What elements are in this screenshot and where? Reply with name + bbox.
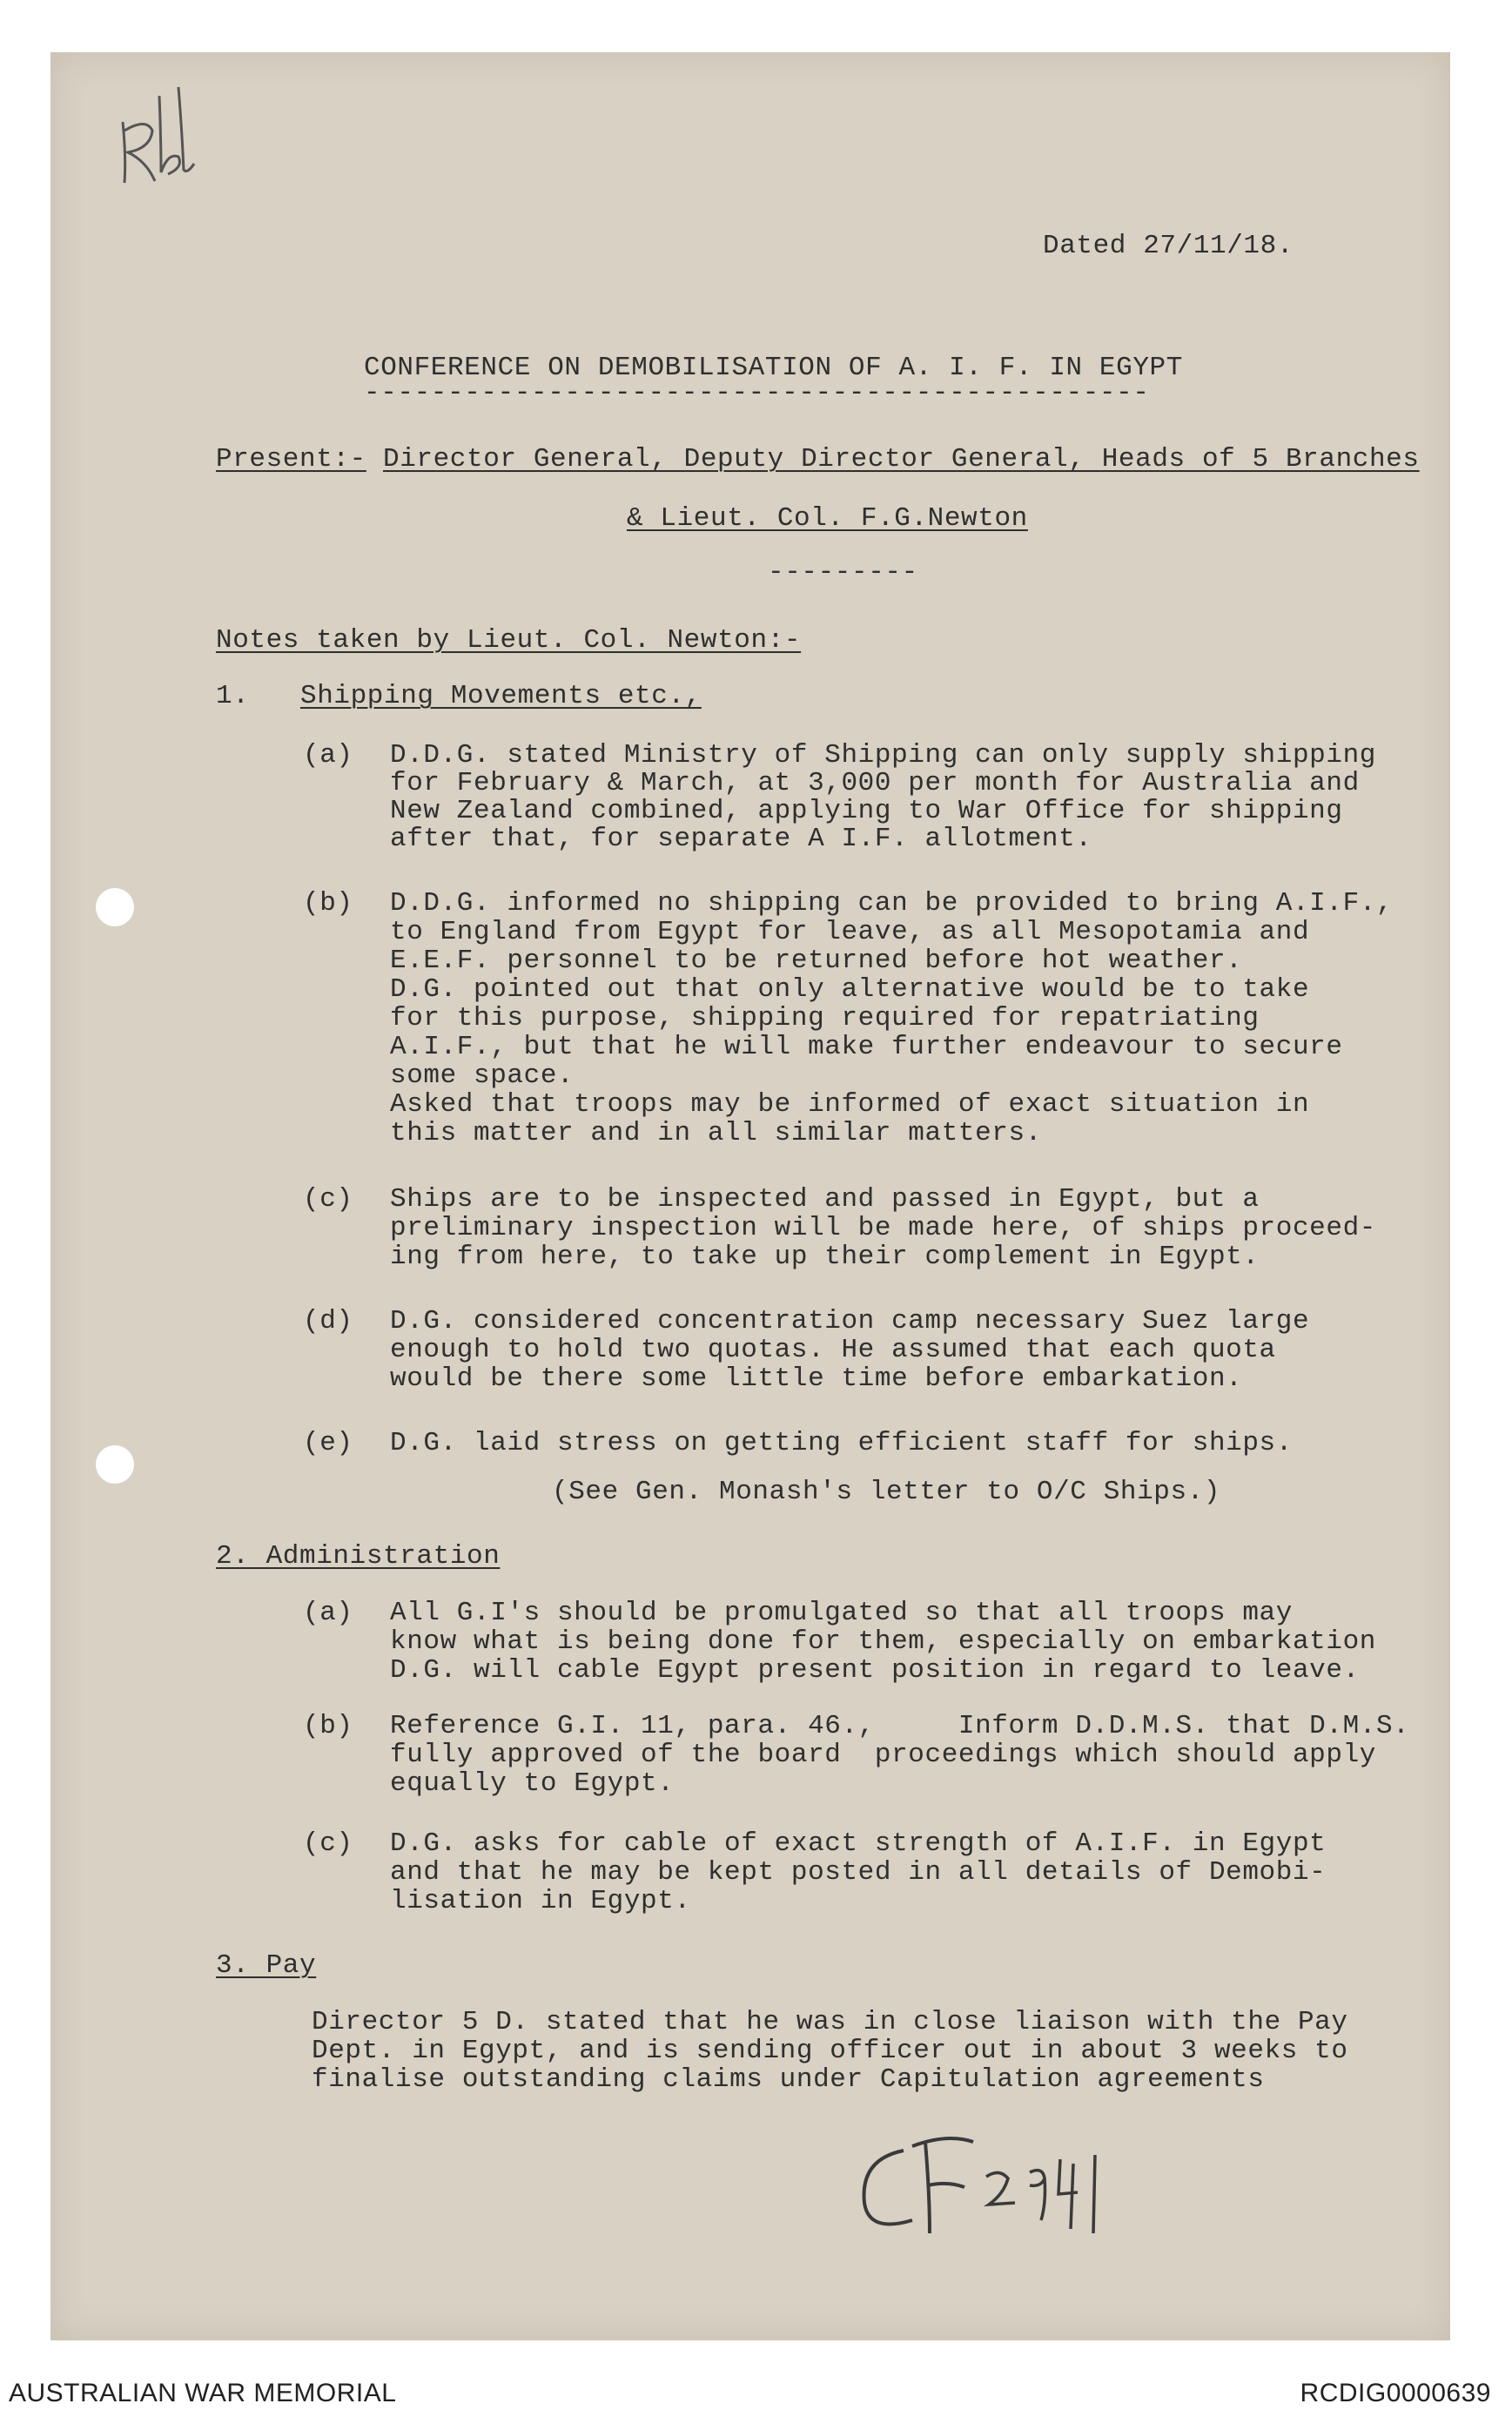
item-label: (b) <box>303 1711 353 1741</box>
paragraph-line: D.G. considered concentration camp necessary Suez large <box>390 1306 1310 1336</box>
section2-heading: 2. Administration <box>216 1541 501 1572</box>
paragraph-line: All G.I's should be promulgated so that all troops may <box>390 1598 1293 1628</box>
section1-heading: Shipping Movements etc., <box>300 681 702 711</box>
section1-number: 1. <box>216 681 250 711</box>
notes-heading: Notes taken by Lieut. Col. Newton:- <box>216 625 802 656</box>
punch-hole <box>96 888 134 926</box>
paragraph-line: lisation in Egypt. <box>390 1886 691 1916</box>
paragraph-line: New Zealand combined, applying to War Office for shipping <box>390 796 1343 826</box>
paragraph-line: ing from here, to take up their complement in Egypt. <box>390 1242 1260 1272</box>
paragraph-line: after that, for separate A I.F. allotment. <box>390 824 1092 854</box>
paragraph-line: D.G. pointed out that only alternative would be to take <box>390 974 1310 1005</box>
document-title: CONFERENCE ON DEMOBILISATION OF A. I. F. IN EGYPT <box>364 353 1183 383</box>
item-label: (c) <box>303 1184 353 1215</box>
date-line: Dated 27/11/18. <box>1043 231 1294 261</box>
paragraph-line: Dept. in Egypt, and is sending officer out in about 3 weeks to <box>312 2036 1348 2066</box>
paragraph-line: and that he may be kept posted in all details of Demobi- <box>390 1857 1327 1888</box>
paragraph-line: preliminary inspection will be made here, of ships proceed- <box>390 1213 1376 1243</box>
paragraph-line: to England from Egypt for leave, as all Mesopotamia and <box>390 917 1310 947</box>
paragraph-line: A.I.F., but that he will make further endeavour to secure <box>390 1032 1343 1062</box>
paragraph-line: D.G. will cable Egypt present position in regard to leave. <box>390 1655 1360 1686</box>
punch-hole <box>96 1445 134 1484</box>
item-label: (c) <box>303 1828 353 1859</box>
paragraph-line: Reference G.I. 11, para. 46., Inform D.D.M.S. that D.M.S. <box>390 1711 1410 1741</box>
title-underline: ----------------------------------------------- <box>364 378 1150 408</box>
item-label: (e) <box>303 1428 353 1458</box>
monash-note: (See Gen. Monash's letter to O/C Ships.) <box>552 1477 1221 1507</box>
paragraph-line: finalise outstanding claims under Capitulation agreements <box>312 2064 1265 2095</box>
item-label: (d) <box>303 1306 353 1336</box>
paragraph-line: enough to hold two quotas. He assumed that each quota <box>390 1335 1276 1365</box>
item-label: (b) <box>303 888 353 919</box>
paragraph-line: for this purpose, shipping required for repatriating <box>390 1003 1260 1033</box>
paragraph-line: D.D.G. stated Ministry of Shipping can only supply shipping <box>390 740 1376 771</box>
paragraph-line: D.D.G. informed no shipping can be provided to bring A.I.F., <box>390 888 1394 919</box>
paragraph-line: this matter and in all similar matters. <box>390 1118 1042 1148</box>
handwritten-initials <box>107 70 203 200</box>
item-label: (a) <box>303 1598 353 1628</box>
document-page <box>50 52 1450 2340</box>
paragraph-line: some space. <box>390 1060 575 1091</box>
handwritten-reference <box>843 2124 1130 2264</box>
paragraph-line: E.E.F. personnel to be returned before hot weather. <box>390 946 1243 976</box>
present-line1: Director General, Deputy Director General, Heads of 5 Branches <box>383 444 1420 475</box>
paragraph-line: Director 5 D. stated that he was in close liaison with the Pay <box>312 2007 1348 2037</box>
footer-right: RCDIG0000639 <box>1300 2379 1491 2407</box>
section3-heading: 3. Pay <box>216 1950 317 1981</box>
item-label: (a) <box>303 740 353 771</box>
paragraph-line: Ships are to be inspected and passed in Egypt, but a <box>390 1184 1260 1215</box>
paragraph-line: know what is being done for them, especially on embarkation <box>390 1626 1376 1657</box>
footer-left: AUSTRALIAN WAR MEMORIAL <box>9 2379 397 2407</box>
paragraph-line: equally to Egypt. <box>390 1768 675 1799</box>
paragraph-line: for February & March, at 3,000 per month for Australia and <box>390 768 1360 798</box>
paragraph-line: would be there some little time before embarkation. <box>390 1363 1243 1394</box>
present-label: Present:- <box>216 444 366 475</box>
paragraph-line: D.G. laid stress on getting efficient staff for ships. <box>390 1428 1293 1458</box>
paragraph-line: fully approved of the board proceedings which should apply <box>390 1740 1376 1770</box>
paragraph-line: D.G. asks for cable of exact strength of A.I.F. in Egypt <box>390 1828 1327 1859</box>
paragraph-line: Asked that troops may be informed of exact situation in <box>390 1089 1310 1120</box>
present-line2: & Lieut. Col. F.G.Newton <box>627 503 1028 534</box>
separator-line: --------- <box>768 557 918 588</box>
